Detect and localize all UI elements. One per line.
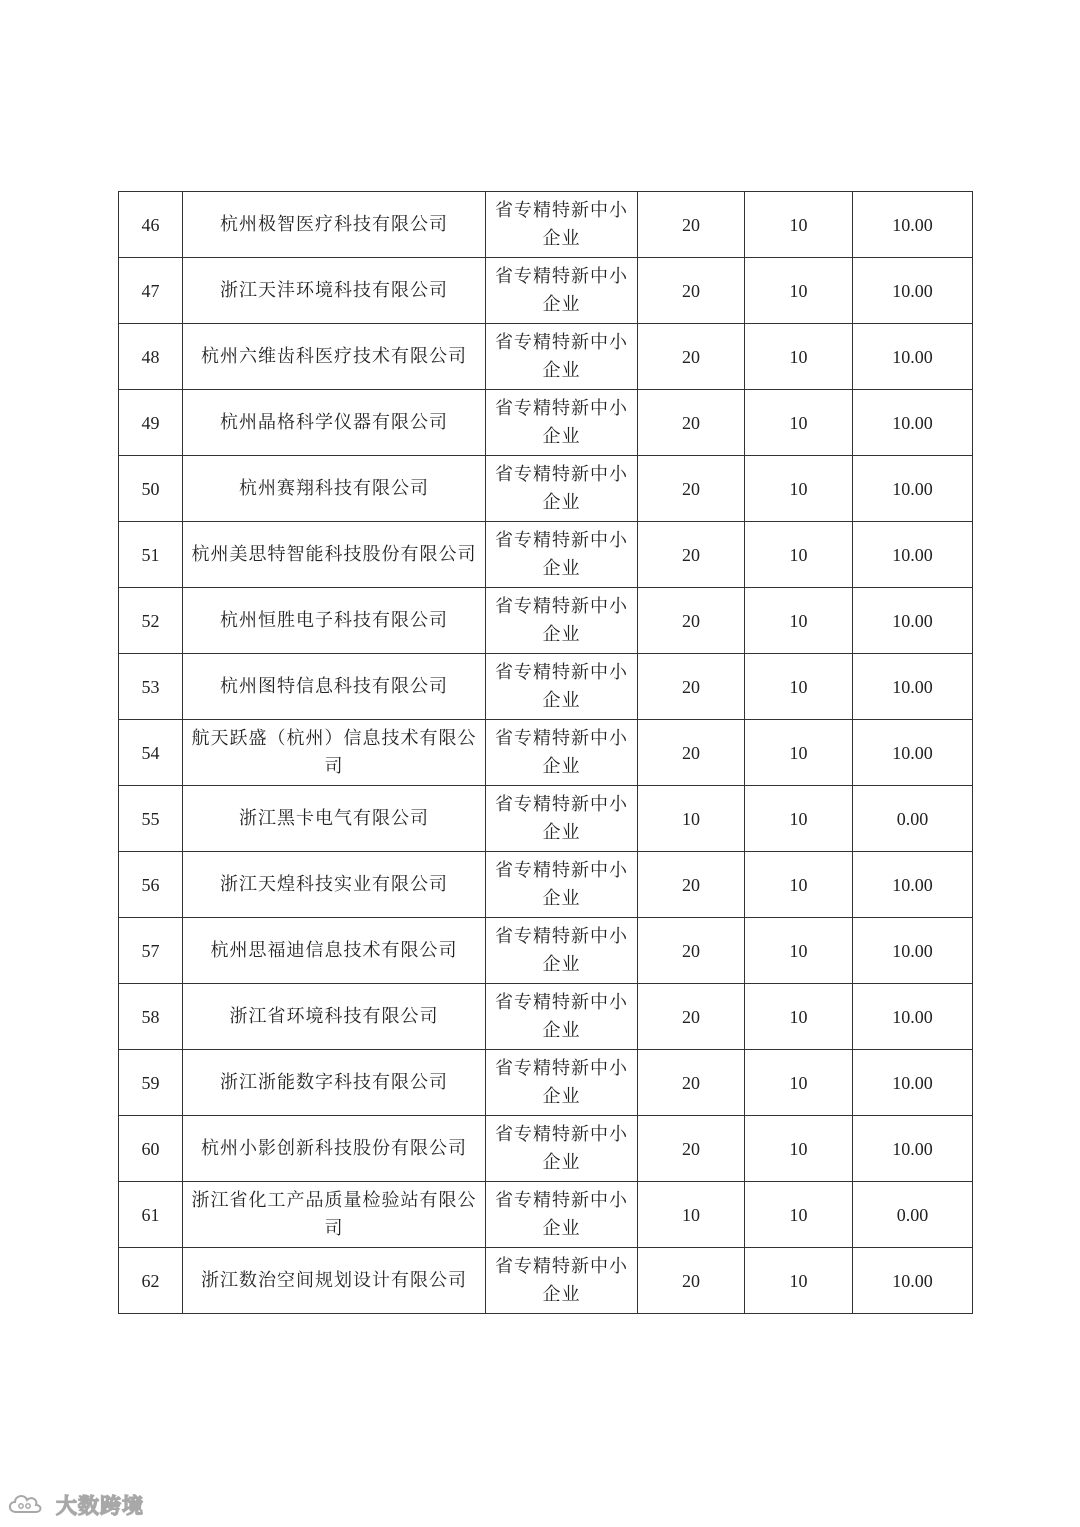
enterprise-type-cell: 省专精特新中小企业 [486, 456, 638, 522]
enterprise-type-cell: 省专精特新中小企业 [486, 654, 638, 720]
value-b-cell: 10 [745, 1050, 853, 1116]
row-number-cell: 49 [119, 390, 183, 456]
row-number-cell: 57 [119, 918, 183, 984]
row-number-cell: 54 [119, 720, 183, 786]
value-a-cell: 20 [638, 390, 745, 456]
value-b-cell: 10 [745, 654, 853, 720]
table-row [119, 1248, 973, 1314]
enterprise-type-cell: 省专精特新中小企业 [486, 1182, 638, 1248]
value-c-cell: 10.00 [853, 852, 973, 918]
company-name-cell: 杭州美思特智能科技股份有限公司 [183, 522, 486, 588]
value-a-cell: 10 [638, 1182, 745, 1248]
row-number-cell: 60 [119, 1116, 183, 1182]
company-name-cell: 杭州晶格科学仪器有限公司 [183, 390, 486, 456]
row-number-cell: 46 [119, 192, 183, 258]
company-name-cell: 浙江天沣环境科技有限公司 [183, 258, 486, 324]
table-row [119, 324, 973, 390]
enterprise-type-cell: 省专精特新中小企业 [486, 852, 638, 918]
value-a-cell: 20 [638, 588, 745, 654]
table-row [119, 654, 973, 720]
enterprise-type-cell: 省专精特新中小企业 [486, 324, 638, 390]
value-b-cell: 10 [745, 918, 853, 984]
table-row [119, 522, 973, 588]
value-b-cell: 10 [745, 522, 853, 588]
value-b-cell: 10 [745, 588, 853, 654]
table-row [119, 1050, 973, 1116]
value-c-cell: 10.00 [853, 390, 973, 456]
value-b-cell: 10 [745, 258, 853, 324]
company-name-cell: 浙江天煌科技实业有限公司 [183, 852, 486, 918]
value-b-cell: 10 [745, 390, 853, 456]
value-c-cell: 10.00 [853, 522, 973, 588]
company-name-cell: 杭州恒胜电子科技有限公司 [183, 588, 486, 654]
company-name-cell: 浙江浙能数字科技有限公司 [183, 1050, 486, 1116]
company-name-cell: 浙江黑卡电气有限公司 [183, 786, 486, 852]
value-a-cell: 20 [638, 324, 745, 390]
table-row [119, 918, 973, 984]
enterprise-type-cell: 省专精特新中小企业 [486, 390, 638, 456]
table-row [119, 1116, 973, 1182]
table-body [119, 192, 973, 1314]
row-number-cell: 62 [119, 1248, 183, 1314]
value-c-cell: 10.00 [853, 1248, 973, 1314]
value-c-cell: 10.00 [853, 1116, 973, 1182]
table-row [119, 1182, 973, 1248]
value-c-cell: 10.00 [853, 324, 973, 390]
value-c-cell: 10.00 [853, 918, 973, 984]
value-a-cell: 20 [638, 1050, 745, 1116]
value-a-cell: 20 [638, 720, 745, 786]
table-row [119, 588, 973, 654]
value-a-cell: 20 [638, 654, 745, 720]
row-number-cell: 59 [119, 1050, 183, 1116]
company-name-cell: 杭州六维齿科医疗技术有限公司 [183, 324, 486, 390]
value-b-cell: 10 [745, 1248, 853, 1314]
watermark [6, 1488, 144, 1522]
value-c-cell: 0.00 [853, 786, 973, 852]
company-name-cell: 杭州小影创新科技股份有限公司 [183, 1116, 486, 1182]
value-a-cell: 20 [638, 522, 745, 588]
watermark-text: 大数跨境 [56, 1494, 144, 1518]
value-c-cell: 10.00 [853, 588, 973, 654]
value-a-cell: 20 [638, 258, 745, 324]
row-number-cell: 58 [119, 984, 183, 1050]
row-number-cell: 51 [119, 522, 183, 588]
enterprise-type-cell: 省专精特新中小企业 [486, 258, 638, 324]
value-b-cell: 10 [745, 852, 853, 918]
enterprise-type-cell: 省专精特新中小企业 [486, 1248, 638, 1314]
value-a-cell: 20 [638, 918, 745, 984]
row-number-cell: 55 [119, 786, 183, 852]
company-name-cell: 航天跃盛（杭州）信息技术有限公司 [183, 720, 486, 786]
value-b-cell: 10 [745, 786, 853, 852]
row-number-cell: 50 [119, 456, 183, 522]
row-number-cell: 61 [119, 1182, 183, 1248]
value-c-cell: 0.00 [853, 1182, 973, 1248]
value-a-cell: 20 [638, 1248, 745, 1314]
company-name-cell: 杭州极智医疗科技有限公司 [183, 192, 486, 258]
company-name-cell: 浙江省化工产品质量检验站有限公司 [183, 1182, 486, 1248]
value-c-cell: 10.00 [853, 654, 973, 720]
value-c-cell: 10.00 [853, 456, 973, 522]
table-row [119, 258, 973, 324]
company-name-cell: 杭州图特信息科技有限公司 [183, 654, 486, 720]
subsidy-table [118, 191, 973, 1314]
value-a-cell: 10 [638, 786, 745, 852]
enterprise-type-cell: 省专精特新中小企业 [486, 522, 638, 588]
enterprise-type-cell: 省专精特新中小企业 [486, 984, 638, 1050]
enterprise-type-cell: 省专精特新中小企业 [486, 588, 638, 654]
value-b-cell: 10 [745, 1116, 853, 1182]
value-a-cell: 20 [638, 852, 745, 918]
table-row [119, 720, 973, 786]
row-number-cell: 53 [119, 654, 183, 720]
table-row [119, 786, 973, 852]
value-b-cell: 10 [745, 984, 853, 1050]
row-number-cell: 48 [119, 324, 183, 390]
row-number-cell: 47 [119, 258, 183, 324]
value-a-cell: 20 [638, 1116, 745, 1182]
enterprise-type-cell: 省专精特新中小企业 [486, 192, 638, 258]
company-name-cell: 浙江省环境科技有限公司 [183, 984, 486, 1050]
company-name-cell: 浙江数治空间规划设计有限公司 [183, 1248, 486, 1314]
value-a-cell: 20 [638, 192, 745, 258]
row-number-cell: 52 [119, 588, 183, 654]
value-c-cell: 10.00 [853, 984, 973, 1050]
value-c-cell: 10.00 [853, 192, 973, 258]
enterprise-type-cell: 省专精特新中小企业 [486, 1050, 638, 1116]
table-row [119, 984, 973, 1050]
table-row [119, 852, 973, 918]
value-c-cell: 10.00 [853, 1050, 973, 1116]
table-row [119, 390, 973, 456]
cloud-logo-icon [6, 1492, 50, 1518]
table-row [119, 456, 973, 522]
value-a-cell: 20 [638, 984, 745, 1050]
value-b-cell: 10 [745, 720, 853, 786]
value-c-cell: 10.00 [853, 720, 973, 786]
enterprise-type-cell: 省专精特新中小企业 [486, 918, 638, 984]
company-name-cell: 杭州赛翔科技有限公司 [183, 456, 486, 522]
value-b-cell: 10 [745, 1182, 853, 1248]
enterprise-type-cell: 省专精特新中小企业 [486, 786, 638, 852]
company-name-cell: 杭州思福迪信息技术有限公司 [183, 918, 486, 984]
enterprise-type-cell: 省专精特新中小企业 [486, 720, 638, 786]
value-b-cell: 10 [745, 456, 853, 522]
value-a-cell: 20 [638, 456, 745, 522]
value-b-cell: 10 [745, 192, 853, 258]
enterprise-type-cell: 省专精特新中小企业 [486, 1116, 638, 1182]
value-b-cell: 10 [745, 324, 853, 390]
row-number-cell: 56 [119, 852, 183, 918]
value-c-cell: 10.00 [853, 258, 973, 324]
table-row [119, 192, 973, 258]
